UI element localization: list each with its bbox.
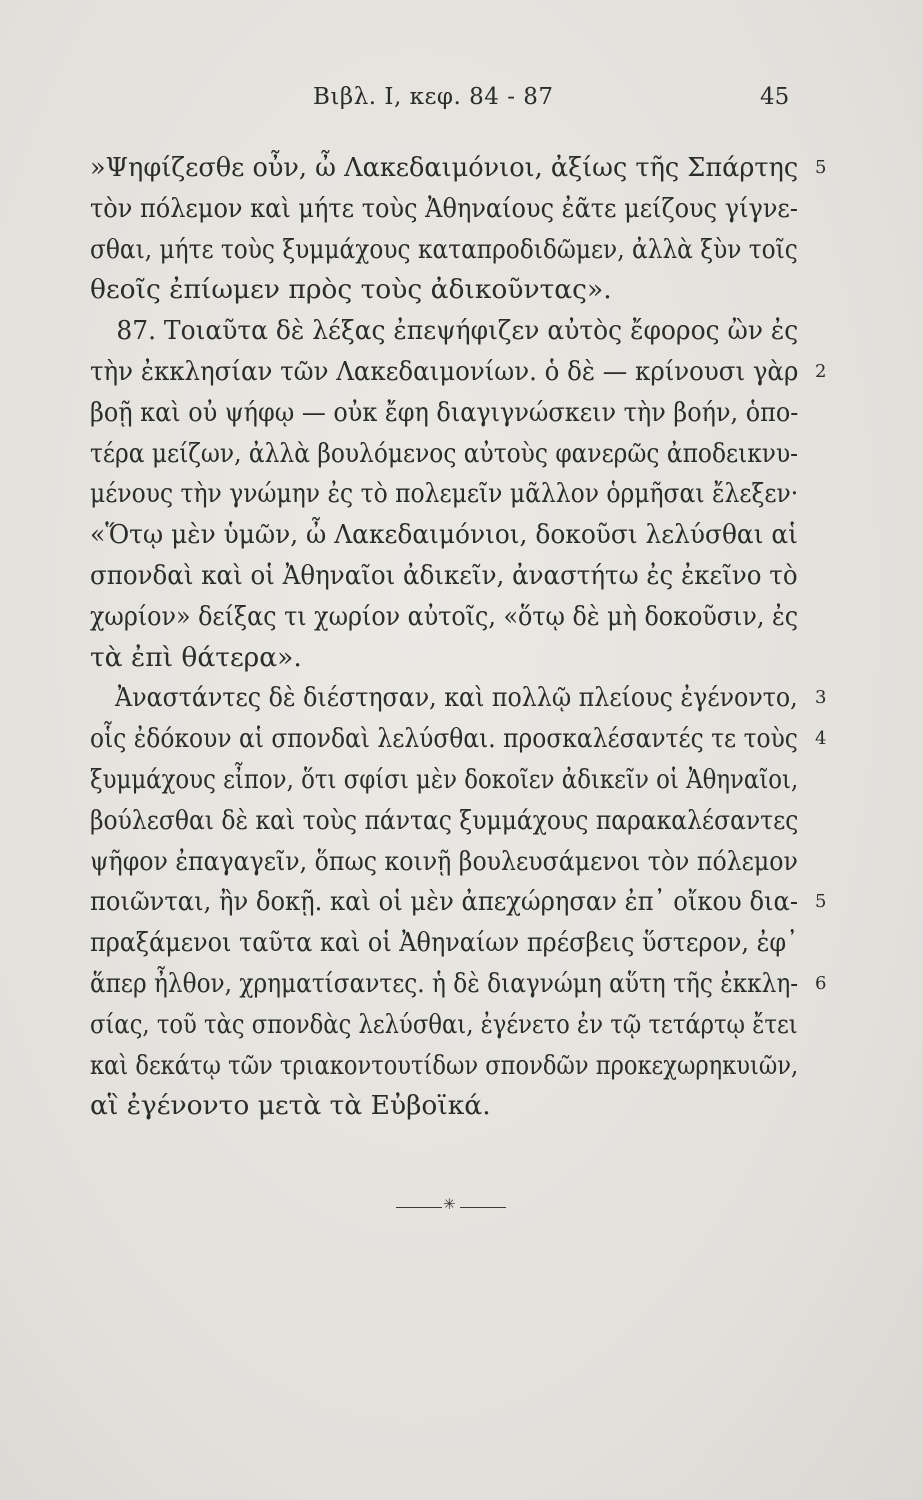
text-line: ἅπερ ἦλθον, χρηματίσαντες. ἡ δὲ διαγνώμη αὕτη τῆς ἐκκλη- 6 xyxy=(90,964,810,1005)
page-header xyxy=(0,84,923,118)
asterisk-ornament-icon: ✳ xyxy=(443,1195,456,1213)
page-number: 45 xyxy=(760,84,790,110)
text-line: σθαι, μήτε τοὺς ξυμμάχους καταπροδιδῶμεν, ἀλλὰ ξὺν τοῖς xyxy=(90,233,798,265)
text-line: τὰ ἐπὶ θάτερα». xyxy=(90,641,302,673)
running-head: Βιβλ. Ι, κεφ. 84 - 87 xyxy=(313,84,554,110)
margin-number: 4 xyxy=(815,728,827,750)
text-line: τέρα μείζων, ἀλλὰ βουλόμενος αὐτοὺς φανερῶς ἀποδεικνυ- xyxy=(90,437,799,469)
text-line: ψῆφον ἐπαγαγεῖν, ὅπως κοινῇ βουλευσάμενοι τὸν πόλεμον xyxy=(90,845,798,877)
margin-number: 3 xyxy=(815,687,827,709)
rule-left xyxy=(396,1207,442,1208)
body-text xyxy=(90,148,827,1127)
text-line: ποιῶνται, ἢν δοκῇ. καὶ οἱ μὲν ἀπεχώρησαν ἐπ᾽ οἴκου δια- 5 xyxy=(90,882,810,923)
margin-number: 5 xyxy=(815,157,827,178)
text-line: πραξάμενοι ταῦτα καὶ οἱ Ἀθηναίων πρέσβεις ὕστερον, ἐφ᾽ xyxy=(90,927,799,959)
text-line: βούλεσθαι δὲ καὶ τοὺς πάντας ξυμμάχους παρακαλέσαντες xyxy=(90,804,799,836)
text-line: Ἀναστάντες δὲ διέστησαν, καὶ πολλῷ πλείους ἐγένοντο, 3 xyxy=(90,678,810,719)
text-line: 87. Τοιαῦτα δὲ λέξας ἐπεψήφιζεν αὐτὸς ἔφορος ὢν ἐς xyxy=(116,315,799,347)
rule-right xyxy=(460,1207,506,1208)
text-line: καὶ δεκάτῳ τῶν τριακοντουτίδων σπονδῶν προκεχωρηκυιῶν, xyxy=(90,1049,799,1081)
text-line: τὸν πόλεμον καὶ μήτε τοὺς Ἀθηναίους ἐᾶτε μείζους γίγνε- xyxy=(90,192,798,224)
text-line: θεοῖς ἐπίωμεν πρὸς τοὺς ἀδικοῦντας». xyxy=(90,274,612,306)
text-line: οἷς ἐδόκουν αἱ σπονδαὶ λελύσθαι. προσκαλέσαντές τε τοὺς 4 xyxy=(90,719,810,760)
text-line: »Ψηφίζεσθε οὖν, ὦ Λακεδαιμόνιοι, ἀξίως τῆς Σπάρτης 5 xyxy=(90,148,810,189)
text-line: σίας, τοῦ τὰς σπονδὰς λελύσθαι, ἐγένετο ἐν τῷ τετάρτῳ ἔτει xyxy=(90,1008,798,1040)
text-line: τὴν ἐκκλησίαν τῶν Λακεδαιμονίων. ὁ δὲ — κρίνουσι γὰρ 2 xyxy=(90,352,810,393)
text-line: μένους τὴν γνώμην ἐς τὸ πολεμεῖν μᾶλλον ὁρμῆσαι ἔλεξεν· xyxy=(90,478,799,510)
ornament-divider xyxy=(396,1195,506,1215)
text-line: σπονδαὶ καὶ οἱ Ἀθηναῖοι ἀδικεῖν, ἀναστήτω ἐς ἐκεῖνο τὸ xyxy=(90,559,798,591)
text-line: βοῇ καὶ οὐ ψήφῳ — οὐκ ἔφη διαγιγνώσκειν τὴν βοήν, ὁπο- xyxy=(90,396,799,428)
text-line: ξυμμάχους εἶπον, ὅτι σφίσι μὲν δοκοῖεν ἀδικεῖν οἱ Ἀθηναῖοι, xyxy=(90,763,799,795)
text-line: χωρίον» δείξας τι χωρίον αὐτοῖς, «ὅτῳ δὲ μὴ δοκοῦσιν, ἐς xyxy=(90,600,799,632)
margin-number: 2 xyxy=(815,360,827,382)
text-line: αἳ ἐγένοντο μετὰ τὰ Εὐβοϊκά. xyxy=(90,1090,491,1122)
text-line: «Ὅτῳ μὲν ὑμῶν, ὦ Λακεδαιμόνιοι, δοκοῦσι λελύσθαι αἱ xyxy=(90,519,798,551)
margin-number: 5 xyxy=(815,891,827,913)
margin-number: 6 xyxy=(815,972,827,994)
